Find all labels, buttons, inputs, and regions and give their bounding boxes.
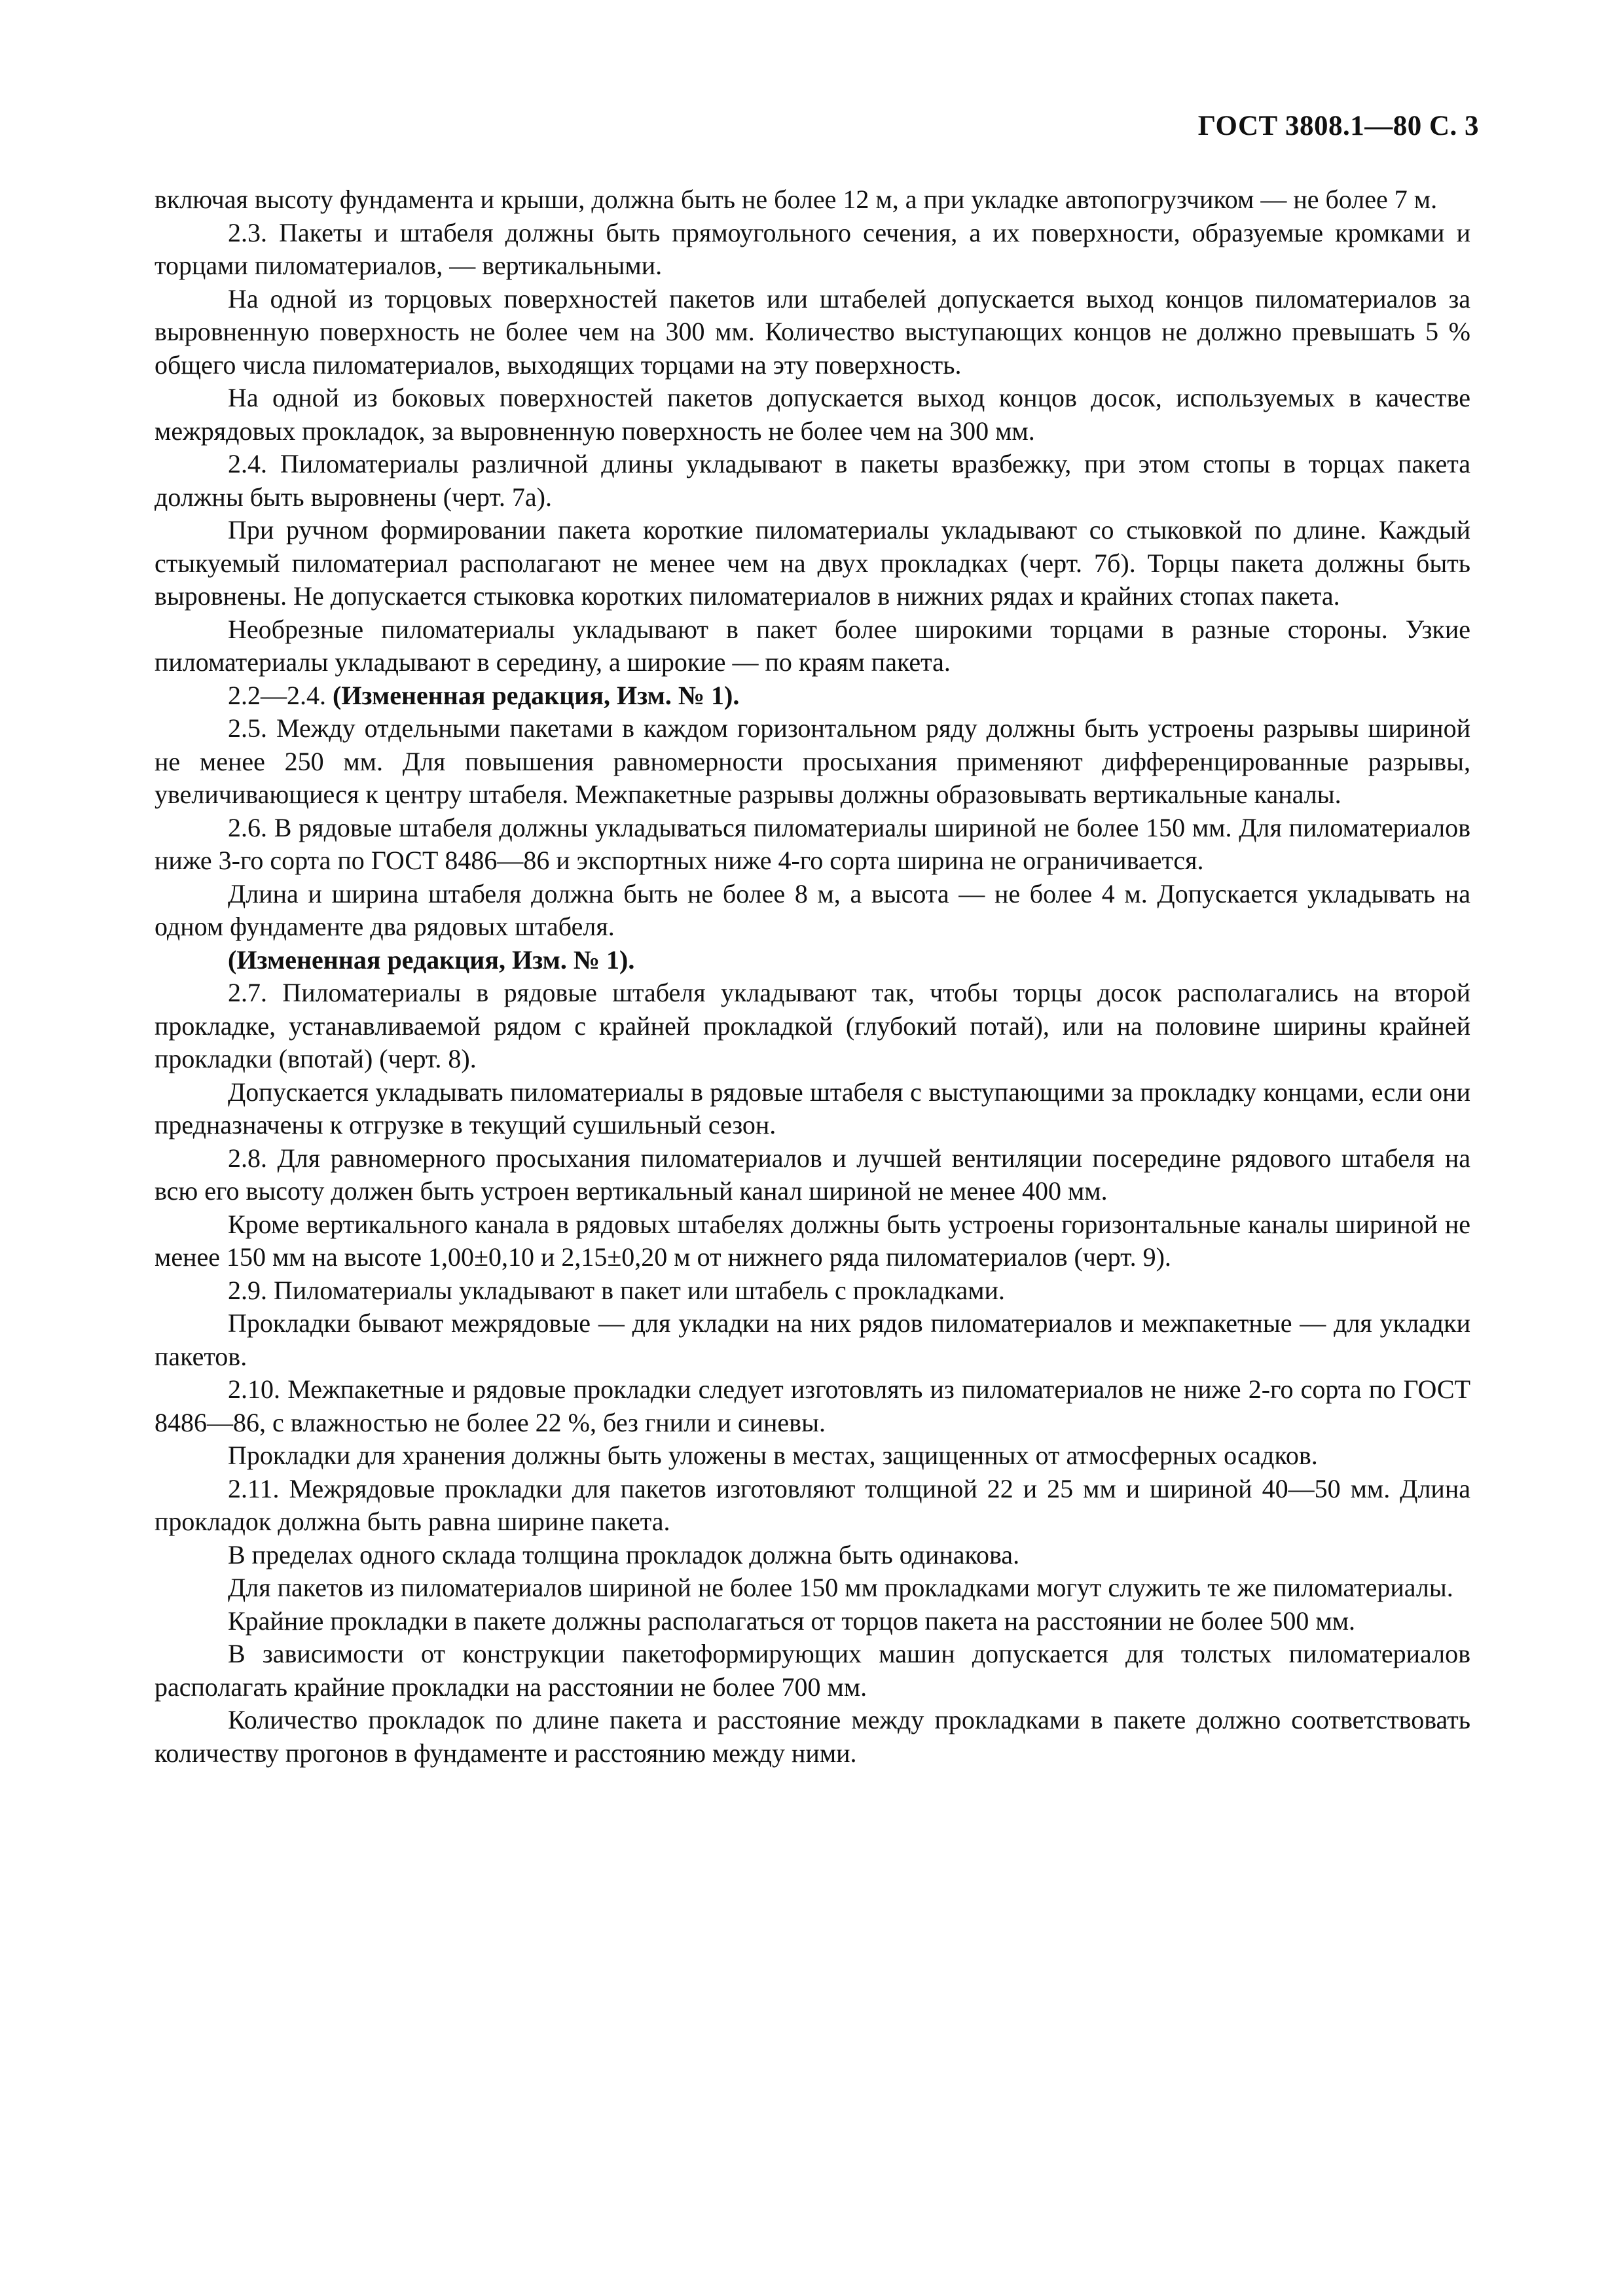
paragraph: Количество прокладок по длине пакета и расстояние между прокладками в пакете должно соответствовать количеству прогонов в фундаменте и расстоянию между ними. <box>155 1705 1470 1768</box>
paragraph: 2.10. Межпакетные и рядовые прокладки следует изготовлять из пиломатериалов не ниже 2-го сорта по ГОСТ 8486—86, с влажностью не более 22 %, без гнили и синевы. <box>155 1374 1470 1437</box>
paragraph: 2.3. Пакеты и штабеля должны быть прямоугольного сечения, а их поверхности, образуемые кромками и торцами пиломатериалов, — вертикальными. <box>155 217 1470 280</box>
paragraph: Длина и ширина штабеля должна быть не более 8 м, а высота — не более 4 м. Допускается укладывать на одном фундаменте два рядовых штабеля. <box>155 878 1470 941</box>
paragraph: 2.8. Для равномерного просыхания пиломатериалов и лучшей вентиляции посередине рядового штабеля на всю его высоту должен быть устроен вертикальный канал шириной не менее 400 мм. <box>155 1143 1470 1206</box>
amendment-label: (Измененная редакция, Изм. № 1). <box>228 944 635 975</box>
document-body <box>155 183 1470 1770</box>
paragraph: Допускается укладывать пиломатериалы в рядовые штабеля с выступающими за прокладку концами, если они предназначены к отгрузке в текущий сушильный сезон. <box>155 1077 1470 1139</box>
paragraph: Прокладки бывают межрядовые — для укладки на них рядов пиломатериалов и межпакетные — для укладки пакетов. <box>155 1308 1470 1371</box>
paragraph: Крайние прокладки в пакете должны располагаться от торцов пакета на расстоянии не более 500 мм. <box>228 1605 1356 1636</box>
amendment-note <box>155 679 1470 713</box>
paragraph: В пределах одного склада толщина прокладок должна быть одинакова. <box>228 1539 1020 1570</box>
paragraph: 2.7. Пиломатериалы в рядовые штабеля укладывают так, чтобы торцы досок располагались на второй прокладке, устанавливаемой рядом с крайней прокладкой (глубокий потай), или на половине ширины крайней прокладки (впотай) (черт. 8). <box>155 978 1470 1073</box>
paragraph: 2.6. В рядовые штабеля должны укладываться пиломатериалы шириной не более 150 мм. Для пиломатериалов ниже 3-го сорта по ГОСТ 8486—86 и экспортных ниже 4-го сорта ширина не ограничивается. <box>155 812 1470 875</box>
paragraph: 2.4. Пиломатериалы различной длины укладывают в пакеты вразбежку, при этом стопы в торцах пакета должны быть выровнены (черт. 7а). <box>155 449 1470 512</box>
paragraph: На одной из торцовых поверхностей пакетов или штабелей допускается выход концов пиломатериалов за выровненную поверхность не более чем на 300 мм. Количество выступающих концов не должно превышать 5 % общего числа пиломатериалов, выходящих торцами на эту поверхность. <box>155 283 1470 380</box>
amendment-prefix: 2.2—2.4. <box>228 680 333 710</box>
amendment-label: (Измененная редакция, Изм. № 1). <box>333 680 740 710</box>
paragraph: 2.9. Пиломатериалы укладывают в пакет или штабель с прокладками. <box>228 1275 1005 1305</box>
paragraph: В зависимости от конструкции пакетоформирующих машин допускается для толстых пиломатериалов располагать крайние прокладки на расстоянии не более 700 мм. <box>155 1639 1470 1702</box>
page-header: ГОСТ 3808.1—80 С. 3 <box>1197 111 1479 141</box>
paragraph: Кроме вертикального канала в рядовых штабелях должны быть устроены горизонтальные каналы шириной не менее 150 мм на высоте 1,00±0,10 и 2,15±0,20 м от нижнего ряда пиломатериалов (черт. 9). <box>155 1209 1470 1272</box>
paragraph: включая высоту фундамента и крыши, должна быть не более 12 м, а при укладке автопогрузчиком — не более 7 м. <box>155 185 1438 214</box>
amendment-note <box>155 944 1470 977</box>
paragraph: Для пакетов из пиломатериалов шириной не более 150 мм прокладками могут служить те же пиломатериалы. <box>228 1573 1453 1602</box>
paragraph: 2.5. Между отдельными пакетами в каждом горизонтальном ряду должны быть устроены разрывы шириной не менее 250 мм. Для повышения равномерности просыхания применяют дифференцированные разрывы, увеличивающиеся к центру штабеля. Межпакетные разрывы должны образовывать вертикальные каналы. <box>155 713 1470 809</box>
paragraph: При ручном формировании пакета короткие пиломатериалы укладывают со стыковкой по длине. Каждый стыкуемый пиломатериал располагают не менее чем на двух прокладках (черт. 7б). Торцы пакета должны быть выровнены. Не допускается стыковка коротких пиломатериалов в нижних рядах и крайних стопах пакета. <box>155 515 1470 611</box>
paragraph: Прокладки для хранения должны быть уложены в местах, защищенных от атмосферных осадков. <box>228 1441 1318 1470</box>
paragraph: На одной из боковых поверхностей пакетов допускается выход концов досок, используемых в качестве межрядовых прокладок, за выровненную поверхность не более чем на 300 мм. <box>155 383 1470 446</box>
paragraph: Необрезные пиломатериалы укладывают в пакет более широкими торцами в разные стороны. Узкие пиломатериалы укладывают в середину, а широкие — по краям пакета. <box>155 614 1470 677</box>
paragraph: 2.11. Межрядовые прокладки для пакетов изготовляют толщиной 22 и 25 мм и шириной 40—50 мм. Длина прокладок должна быть равна ширине пакета. <box>155 1473 1470 1536</box>
